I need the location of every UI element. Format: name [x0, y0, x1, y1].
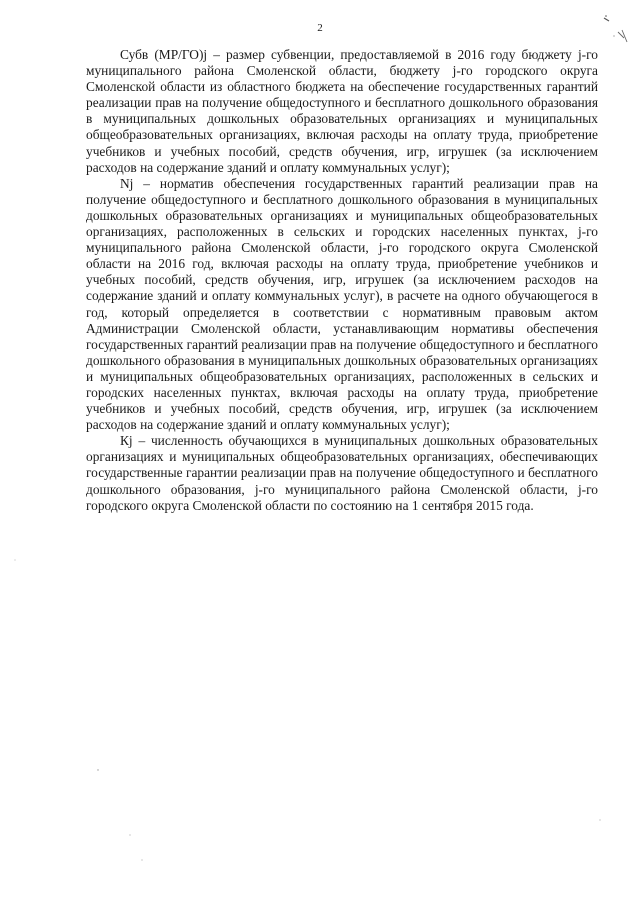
- document-body: [86, 47, 598, 514]
- page-number: 2: [317, 22, 323, 34]
- scan-corner-marks: [600, 12, 630, 52]
- paragraph-subvention-definition: Субв (МР/ГО)j – размер субвенции, предоставляемой в 2016 году бюджету j-го муниципального района Смоленской области, бюджету j-го городского округа Смоленской области из областного бюджета на обеспечение государственных гарантий реализации прав на получение общедоступного и бесплатного дошкольного образования в муниципальных дошкольных образовательных организациях и муниципальных общеобразовательных организациях, включая расходы на оплату труда, приобретение учебников и учебных пособий, средств обучения, игр, игрушек (за исключением расходов на содержание зданий и оплату коммунальных услуг);: [86, 47, 598, 175]
- paragraph-norm-definition: Nj – норматив обеспечения государственных гарантий реализации прав на получение общедоступного и бесплатного дошкольного образования в муниципальных дошкольных образовательных организациях и муниципальных общеобразовательных организациях, расположенных в сельских и городских населенных пунктах, j-го муниципального района Смоленской области, j-го городского округа Смоленской области на 2016 год, включая расходы на оплату труда, приобретение учебников и учебных пособий, средств обучения, игр, игрушек (за исключением расходов на содержание зданий и оплату коммунальных услуг), в расчете на одного обучающегося в год, который определяется в соответствии с нормативным правовым актом Администрации Смоленской области, устанавливающим нормативы обеспечения государственных гарантий реализации прав на получение общедоступного и бесплатного дошкольного образования в муниципальных дошкольных образовательных организациях и муниципальных общеобразовательных организациях, расположенных в сельских и городских населенных пунктах, включая расходы на оплату труда, приобретение учебников и учебных пособий, средств обучения, игр, игрушек (за исключением расходов на содержание зданий и оплату коммунальных услуг);: [86, 175, 598, 433]
- paragraph-count-definition: Кj – численность обучающихся в муниципальных дошкольных образовательных организациях и муниципальных общеобразовательных организациях, обеспечивающих государственные гарантии реализации прав на получение общедоступного и бесплатного дошкольного образования, j-го муниципального района Смоленской области, j-го городского округа Смоленской области по состоянию на 1 сентября 2015 года.: [86, 433, 598, 513]
